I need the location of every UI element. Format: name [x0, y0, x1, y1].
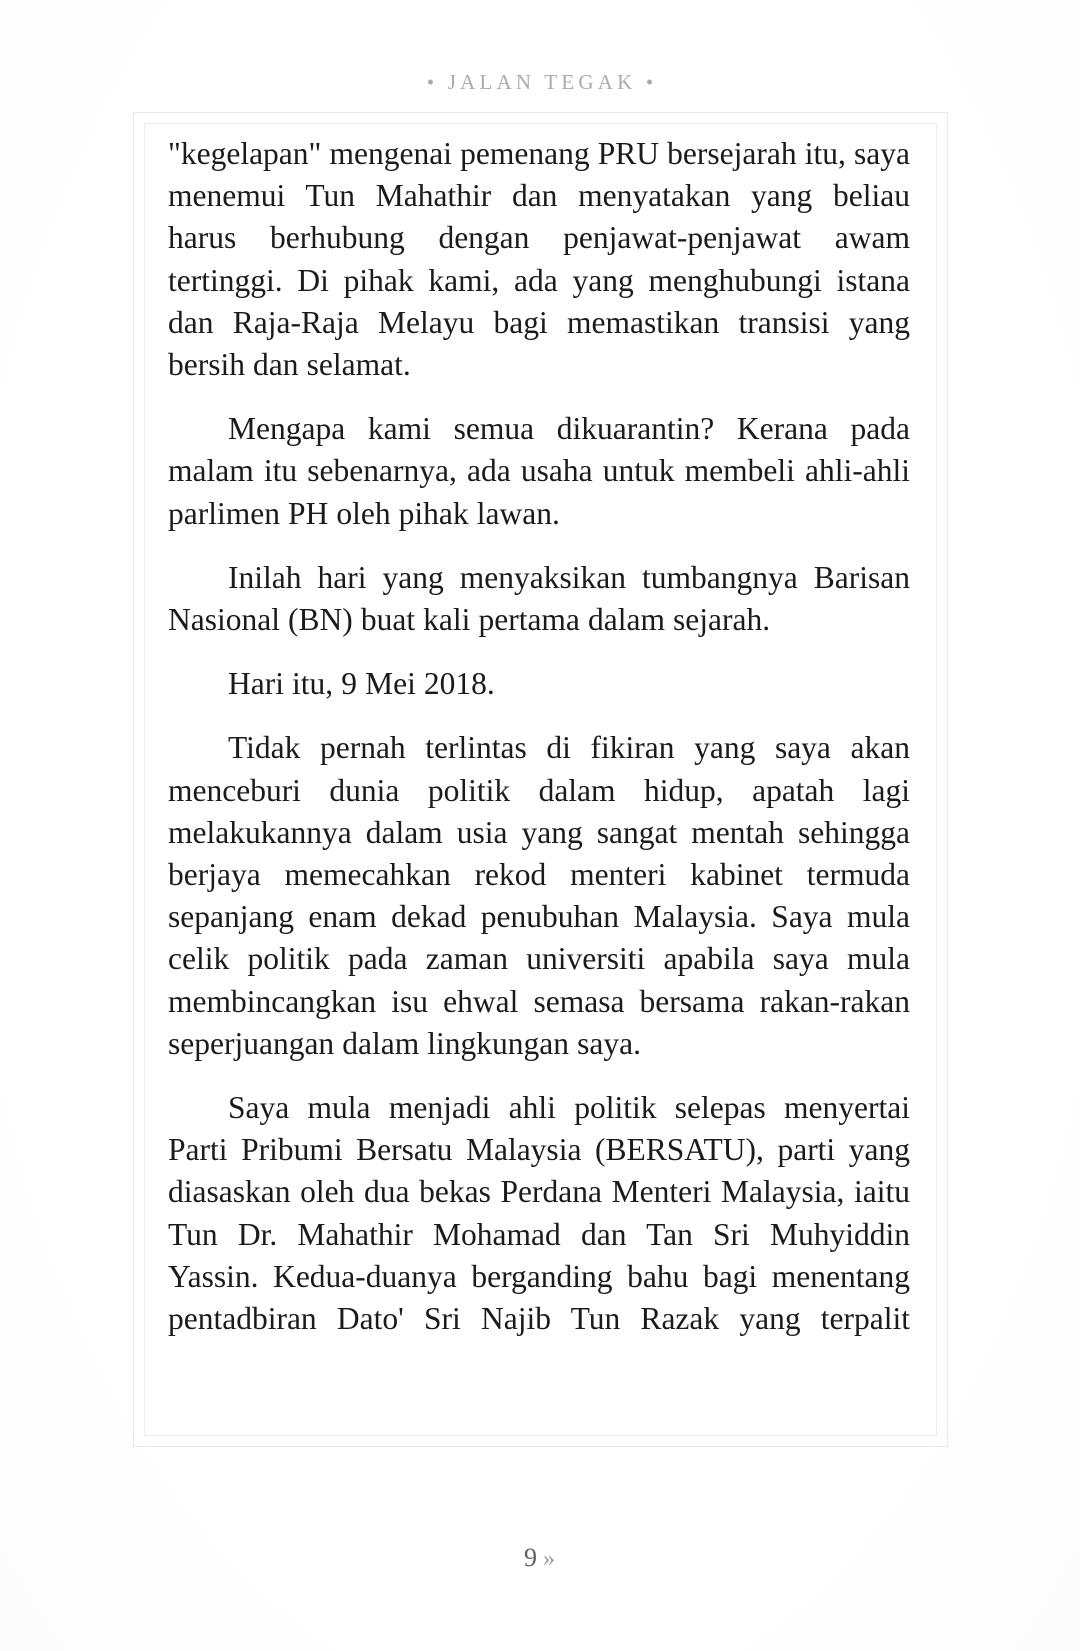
body-text-block: [168, 133, 910, 1423]
page-folio: [0, 1543, 1080, 1573]
paragraph: Saya mula menjadi ahli politik selepas menyertai Parti Pribumi Bersatu Malaysia (BERSATU), parti yang diasaskan oleh dua bekas Perdana Menteri Malaysia, iaitu Tun Dr. Mahathir Mohamad dan Tan Sri Muhyiddin Yassin. Kedua-duanya berganding bahu bagi menentang pentadbiran Dato' Sri Najib Tun Razak yang terpalit: [168, 1090, 910, 1337]
paragraph: Hari itu, 9 Mei 2018.: [228, 666, 495, 702]
running-header: • JALAN TEGAK •: [426, 70, 658, 94]
page-number: 9: [524, 1543, 538, 1572]
folio-ornament-icon: »: [543, 1546, 556, 1572]
paragraph: Mengapa kami semua dikuarantin? Kerana pada malam itu sebenarnya, ada usaha untuk membeli ahli-ahli parlimen PH oleh pihak lawan.: [168, 411, 910, 531]
paragraph: Inilah hari yang menyaksikan tumbangnya Barisan Nasional (BN) buat kali pertama dalam sejarah.: [168, 559, 910, 638]
paragraph: "kegelapan" mengenai pemenang PRU bersejarah itu, saya menemui Tun Mahathir dan menyatakan yang beliau harus berhubung dengan penjawat-penjawat awam tertinggi. Di pihak kami, ada yang menghubungi istana dan Raja-Raja Melayu bagi memastikan transisi yang bersih dan selamat.: [168, 136, 910, 383]
paragraph: Tidak pernah terlintas di fikiran yang saya akan menceburi dunia politik dalam hidup, apatah lagi melakukannya dalam usia yang sangat mentah sehingga berjaya memecahkan rekod menteri kabinet termuda sepanjang enam dekad penubuhan Malaysia. Saya mula celik politik pada zaman universiti apabila saya mula membincangkan isu ehwal semasa bersama rakan-rakan seperjuangan dalam lingkungan saya.: [168, 730, 910, 1061]
